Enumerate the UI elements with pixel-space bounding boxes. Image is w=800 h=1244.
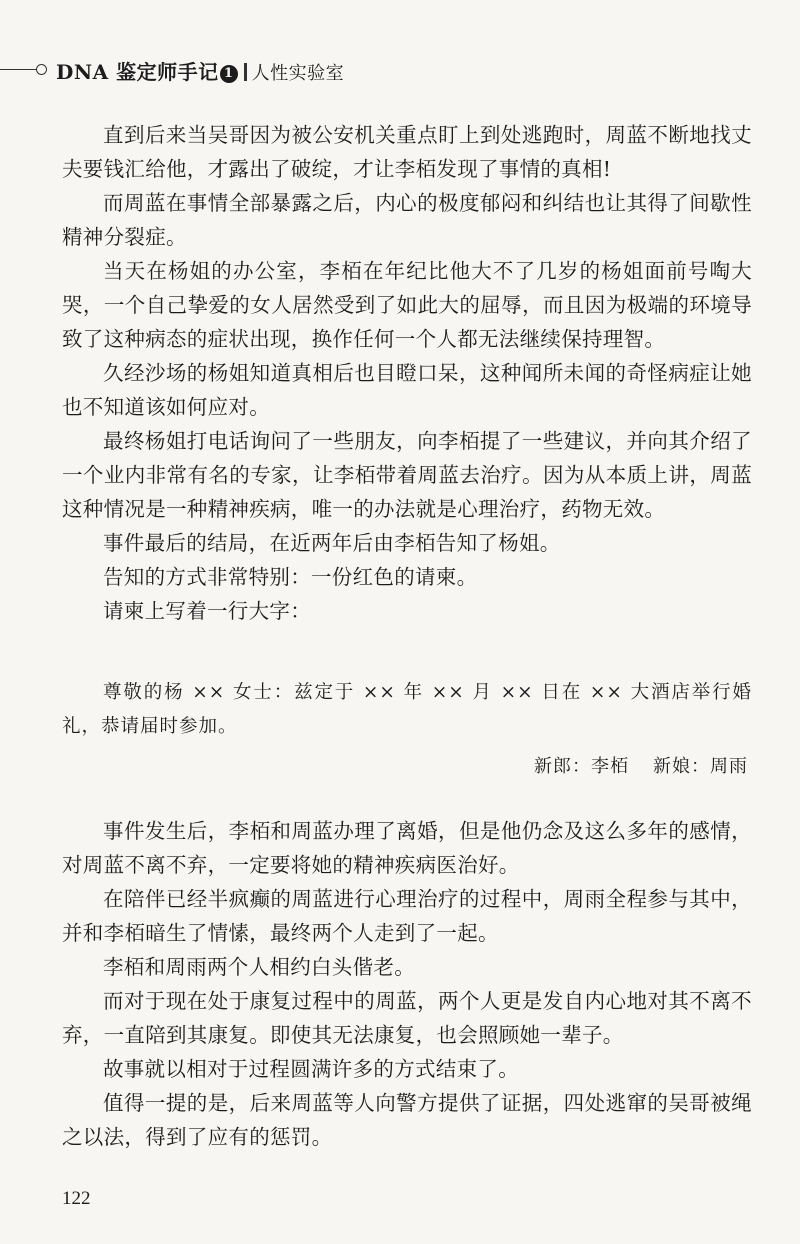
paragraph: 久经沙场的杨姐知道真相后也目瞪口呆，这种闻所未闻的奇怪病症让她也不知道该如何应对。 xyxy=(62,361,752,419)
paragraph: 事件最后的结局，在近两年后由李栢告知了杨姐。 xyxy=(103,531,561,555)
paragraph: 直到后来当吴哥因为被公安机关重点盯上到处逃跑时，周蓝不断地找丈夫要钱汇给他，才露出了破绽，才让李栢发现了事情的真相! xyxy=(62,123,752,181)
paragraph: 告知的方式非常特别：一份红色的请柬。 xyxy=(103,565,478,589)
paragraph: 而对于现在处于康复过程中的周蓝，两个人更是发自内心地对其不离不弃，一直陪到其康复。即使其无法康复，也会照顾她一辈子。 xyxy=(62,989,752,1047)
paragraph: 请柬上写着一行大字： xyxy=(103,599,311,623)
paragraph: 当天在杨姐的办公室，李栢在年纪比他大不了几岁的杨姐面前号啕大哭，一个自己挚爱的女人居然受到了如此大的屈辱，而且因为极端的环境导致了这种病态的症状出现，换作任何一个人都无法继续保持理智。 xyxy=(62,259,752,351)
book-title xyxy=(56,56,344,85)
paragraph: 最终杨姐打电话询问了一些朋友，向李栢提了一些建议，并向其介绍了一个业内非常有名的专家，让李栢带着周蓝去治疗。因为从本质上讲，周蓝这种情况是一种精神疾病，唯一的办法就是心理治疗，药物无效。 xyxy=(62,429,752,521)
paragraph: 事件发生后，李栢和周蓝办理了离婚，但是他仍念及这么多年的感情，对周蓝不离不弃，一定要将她的精神疾病医治好。 xyxy=(62,819,752,877)
page-number: 122 xyxy=(62,1188,91,1209)
paragraph: 值得一提的是，后来周蓝等人向警方提供了证据，四处逃窜的吴哥被绳之以法，得到了应有的惩罚。 xyxy=(62,1091,752,1149)
header-circle-ornament xyxy=(36,64,47,75)
paragraph: 李栢和周雨两个人相约白头偕老。 xyxy=(103,955,415,979)
paragraph: 故事就以相对于过程圆满许多的方式结束了。 xyxy=(103,1057,519,1081)
book-subtitle: 人性实验室 xyxy=(251,63,345,84)
running-header xyxy=(0,56,800,86)
paragraph: 在陪伴已经半疯癫的周蓝进行心理治疗的过程中，周雨全程参与其中，并和李栢暗生了情愫，最终两个人走到了一起。 xyxy=(62,887,752,945)
paragraph: 而周蓝在事情全部暴露之后，内心的极度郁闷和纠结也让其得了间歇性精神分裂症。 xyxy=(62,191,752,249)
book-title-text: DNA 鉴定师手记 xyxy=(56,60,219,84)
bride-name: 新娘：周雨 xyxy=(653,756,748,777)
groom-name: 新郎：李栢 xyxy=(534,756,629,777)
invitation-text: 尊敬的杨 ×× 女士：兹定于 ×× 年 ×× 月 ×× 日在 ×× 大酒店举行婚礼，恭请届时参加。 xyxy=(62,682,752,737)
invitation-signature xyxy=(510,752,748,778)
header-separator xyxy=(244,63,247,81)
header-rule xyxy=(0,69,38,70)
volume-badge: 1 xyxy=(220,65,238,83)
